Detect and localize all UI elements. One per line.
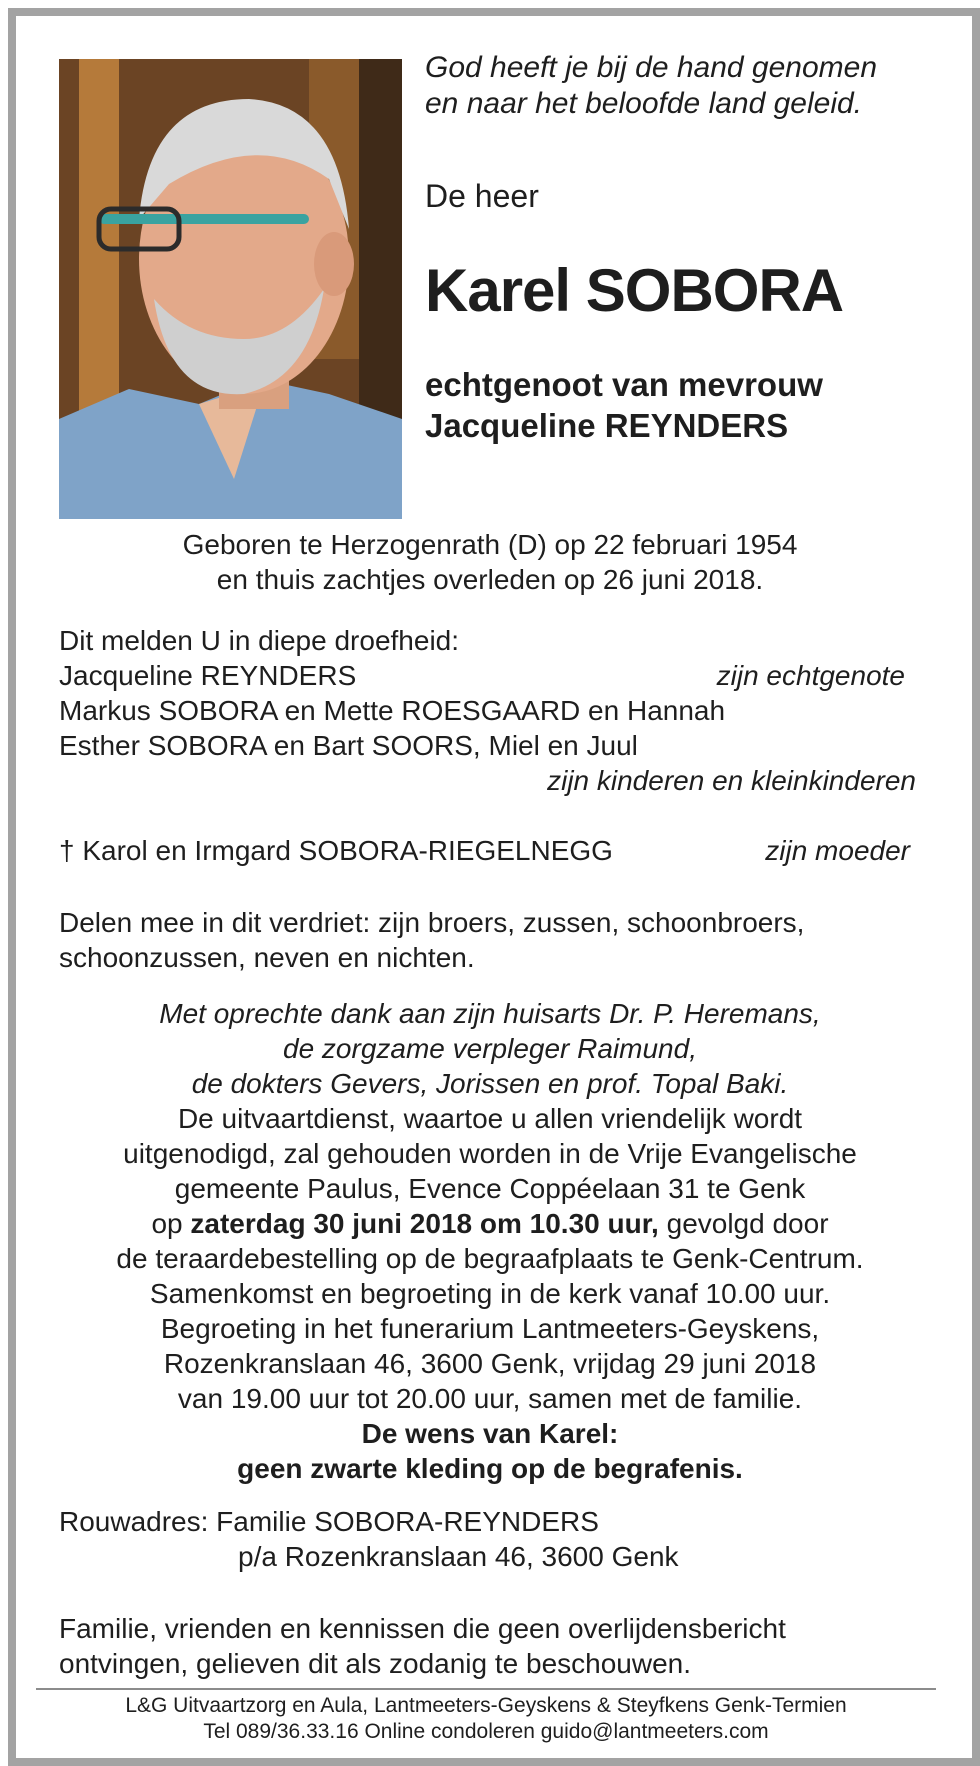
footer-line-2: Tel 089/36.33.16 Online condoleren guido@lantmeeters.com	[203, 1720, 769, 1743]
spouse-line-2: Jacqueline REYNDERS	[425, 407, 789, 444]
death-line: en thuis zachtjes overleden op 26 juni 2018.	[216, 564, 764, 595]
service-line-8: Rozenkranslaan 46, 3600 Genk, vrijdag 29 juni 2018	[163, 1348, 817, 1379]
family-parents-role: zijn moeder	[765, 835, 910, 866]
family-children-line-1: Markus SOBORA en Mette ROESGAARD en Hannah	[59, 695, 726, 726]
quote-line-2: en naar het beloofde land geleid.	[425, 87, 863, 120]
birth-death-block	[40, 527, 940, 597]
wish-line-2: geen zwarte kleding op de begrafenis.	[237, 1453, 743, 1484]
share-line-1: Delen mee in dit verdriet: zijn broers, zussen, schoonbroers,	[59, 907, 805, 938]
family-parents-name: † Karol en Irmgard SOBORA-RIEGELNEGG	[59, 835, 613, 866]
address-line-1: Rouwadres: Familie SOBORA-REYNDERS	[59, 1506, 599, 1537]
title-label: De heer	[425, 178, 539, 214]
service-line-5: de teraardebestelling op de begraafplaats te Genk-Centrum.	[116, 1243, 864, 1274]
service-line-6: Samenkomst en begroeting in de kerk vanaf 10.00 uur.	[149, 1278, 831, 1309]
service-line-4-post: gevolgd door	[658, 1208, 829, 1239]
address-line-2: p/a Rozenkranslaan 46, 3600 Genk	[238, 1541, 679, 1572]
service-block	[40, 1101, 940, 1416]
service-date: zaterdag 30 juni 2018 om 10.30 uur,	[190, 1208, 659, 1239]
spouse-block	[425, 364, 823, 446]
thanks-block	[40, 996, 940, 1101]
service-line-4-pre: op	[151, 1208, 191, 1239]
birth-line: Geboren te Herzogenrath (D) op 22 februari 1954	[182, 529, 798, 560]
spouse-line-1: echtgenoot van mevrouw	[425, 366, 823, 403]
share-line-2: schoonzussen, neven en nichten.	[59, 942, 475, 973]
service-line-4	[40, 1206, 940, 1241]
thanks-line-3: de dokters Gevers, Jorissen en prof. Topal Baki.	[191, 1068, 789, 1099]
notice-line-1: Familie, vrienden en kennissen die geen overlijdensbericht	[59, 1613, 786, 1644]
family-children-role: zijn kinderen en kleinkinderen	[547, 765, 916, 796]
opening-quote	[425, 50, 877, 122]
footer-block	[36, 1693, 936, 1745]
footer-line-1: L&G Uitvaartzorg en Aula, Lantmeeters-Geyskens & Steyfkens Genk-Termien	[125, 1694, 847, 1717]
deceased-name: Karel SOBORA	[425, 257, 844, 324]
wish-line-1: De wens van Karel:	[361, 1418, 619, 1449]
service-line-2: uitgenodigd, zal gehouden worden in de Vrije Evangelische	[123, 1138, 857, 1169]
family-intro: Dit melden U in diepe droefheid:	[59, 625, 460, 656]
footer-divider	[36, 1688, 936, 1690]
quote-line-1: God heeft je bij de hand genomen	[425, 51, 878, 84]
thanks-line-1: Met oprechte dank aan zijn huisarts Dr. P. Heremans,	[159, 998, 821, 1029]
portrait-photo	[59, 59, 402, 519]
thanks-line-2: de zorgzame verpleger Raimund,	[283, 1033, 697, 1064]
service-line-3: gemeente Paulus, Evence Coppéelaan 31 te Genk	[174, 1173, 806, 1204]
family-children-line-2: Esther SOBORA en Bart SOORS, Miel en Juul	[59, 730, 638, 761]
service-line-9: van 19.00 uur tot 20.00 uur, samen met de familie.	[177, 1383, 803, 1414]
service-line-1: De uitvaartdienst, waartoe u allen vriendelijk wordt	[177, 1103, 803, 1134]
notice-line-2: ontvingen, gelieven dit als zodanig te beschouwen.	[59, 1648, 691, 1679]
wish-block	[40, 1416, 940, 1486]
family-spouse-name: Jacqueline REYNDERS	[59, 660, 357, 691]
service-line-7: Begroeting in het funerarium Lantmeeters-Geyskens,	[160, 1313, 820, 1344]
family-spouse-role: zijn echtgenote	[716, 660, 905, 691]
